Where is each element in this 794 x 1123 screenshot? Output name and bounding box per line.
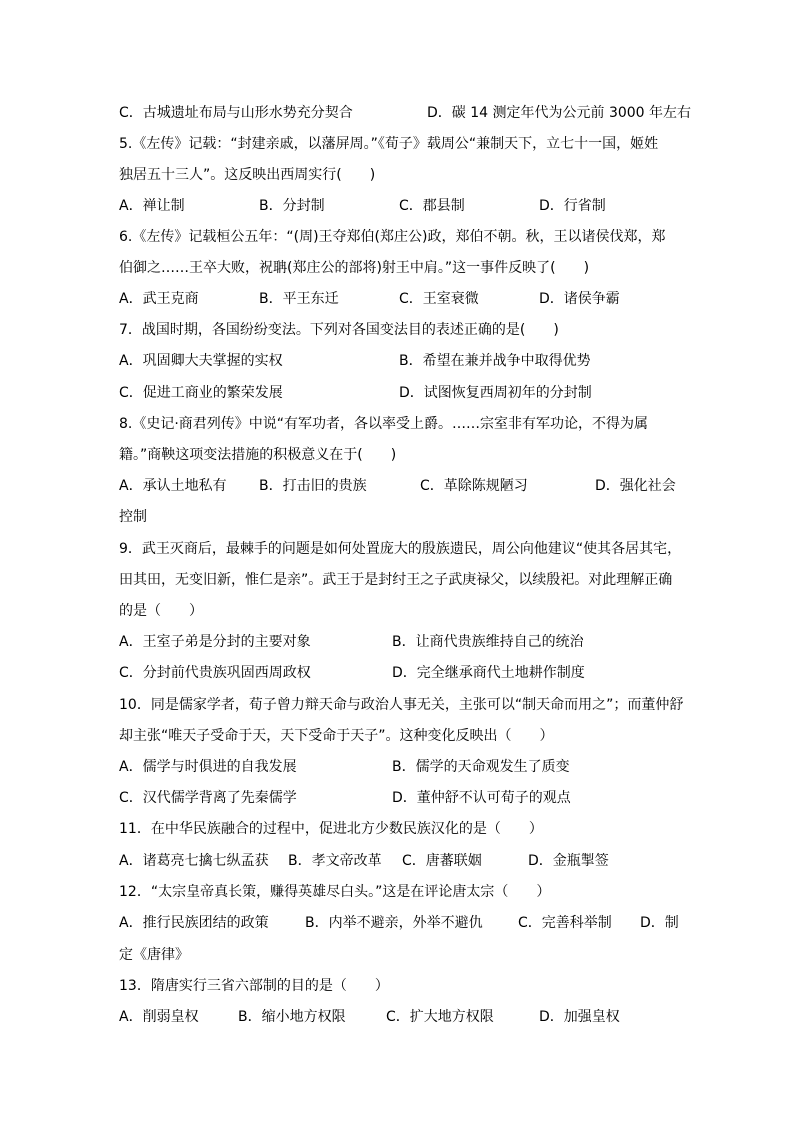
q13-stem-line-1: 13．隋唐实行三省六部制的目的是（ ） (119, 978, 389, 994)
q6-stem-line-1: 6.《左传》记载桓公五年：“(周)王夺郑伯(郑庄公)政，郑伯不朝。秋，王以诸侯伐郑，郑 (119, 229, 666, 245)
q12-option-d: D．制 (640, 915, 679, 931)
q7-option-b: B．希望在兼并战争中取得优势 (399, 353, 591, 369)
q11-stem-line-1: 11．在中华民族融合的过程中，促进北方少数民族汉化的是（ ） (119, 821, 543, 837)
q5-stem-line-1: 5.《左传》记载：“封建亲戚，以藩屏周。”《荀子》载周公“兼制天下，立七十一国，姬姓 (119, 136, 659, 152)
q8-option-a: A．承认土地私有 (119, 478, 227, 494)
q13-option-c: C．扩大地方权限 (386, 1009, 494, 1025)
q6-stem-line-2: 伯御之……王卒大败，祝聃(郑庄公的部将)射王中肩。”这一事件反映了( ) (119, 260, 590, 276)
q9-stem-line-1: 9．武王灭商后，最棘手的问题是如何处置庞大的殷族遗民，周公向他建议“使其各居其宅， (119, 541, 682, 557)
q10-stem-line-1: 10．同是儒家学者，荀子曾力辩天命与政治人事无关，主张可以“制天命而用之”；而董仲舒 (119, 697, 684, 713)
q13-option-a: A．削弱皇权 (119, 1009, 199, 1025)
q5-option-a: A．禅让制 (119, 198, 185, 214)
q12-option-a: A．推行民族团结的政策 (119, 915, 269, 931)
q4-option-c: C．古城遗址布局与山形水势充分契合 (119, 105, 353, 121)
q6-option-d: D．诸侯争霸 (539, 291, 620, 307)
q9-option-b: B．让商代贵族维持自己的统治 (392, 634, 584, 650)
q11-option-c: C．唐蕃联姻 (402, 853, 482, 869)
q10-option-b: B．儒学的天命观发生了质变 (392, 759, 570, 775)
q7-option-c: C．促进工商业的繁荣发展 (119, 385, 283, 401)
q11-option-d: D．金瓶掣签 (528, 853, 609, 869)
q7-option-a: A．巩固卿大夫掌握的实权 (119, 353, 283, 369)
q9-option-a: A．王室子弟是分封的主要对象 (119, 634, 311, 650)
q4-option-d: D．碳 14 测定年代为公元前 3000 年左右 (427, 105, 692, 121)
q12-stem-line-1: 12．“太宗皇帝真长策，赚得英雄尽白头。”这是在评论唐太宗（ ） (119, 884, 551, 900)
q10-stem-line-2: 却主张“唯天子受命于天，天下受命于天子”。这种变化反映出（ ） (119, 728, 554, 744)
q11-option-a: A．诸葛亮七擒七纵孟获 (119, 853, 269, 869)
q12-option-c: C．完善科举制 (518, 915, 612, 931)
q8-stem-line-2: 籍。”商鞅这项变法措施的积极意义在于( ) (119, 447, 397, 463)
q8-option-b: B．打击旧的贵族 (259, 478, 367, 494)
q9-stem-line-2: 田其田，无变旧新，惟仁是亲”。武王于是封纣王之子武庚禄父，以续殷祀。对此理解正确 (119, 572, 673, 588)
q10-option-a: A．儒学与时俱进的自我发展 (119, 759, 297, 775)
q10-option-d: D．董仲舒不认可荀子的观点 (392, 790, 571, 806)
q6-option-b: B．平王东迁 (259, 291, 339, 307)
q8-stem-line-1: 8.《史记·商君列传》中说“有军功者，各以率受上爵。……宗室非有军功论，不得为属 (119, 416, 649, 432)
q7-stem-line-1: 7．战国时期，各国纷纷变法。下列对各国变法目的表述正确的是( ) (119, 322, 559, 338)
q8-option-d: D．强化社会 (595, 478, 676, 494)
q9-option-c: C．分封前代贵族巩固西周政权 (119, 665, 311, 681)
q12-option-d-continued: 定《唐律》 (119, 947, 189, 963)
q9-option-d: D．完全继承商代土地耕作制度 (392, 665, 585, 681)
q6-option-a: A．武王克商 (119, 291, 199, 307)
q12-option-b: B．内举不避亲，外举不避仇 (305, 915, 483, 931)
q10-option-c: C．汉代儒学背离了先秦儒学 (119, 790, 297, 806)
q7-option-d: D．试图恢复西周初年的分封制 (399, 385, 592, 401)
q6-option-c: C．王室衰微 (399, 291, 479, 307)
q8-option-d-continued: 控制 (119, 509, 147, 525)
q13-option-b: B．缩小地方权限 (238, 1009, 346, 1025)
q5-option-c: C．郡县制 (399, 198, 465, 214)
q5-option-d: D．行省制 (539, 198, 606, 214)
q5-stem-line-2: 独居五十三人”。这反映出西周实行( ) (119, 167, 376, 183)
q8-option-c: C．革除陈规陋习 (420, 478, 528, 494)
q13-option-d: D．加强皇权 (539, 1009, 620, 1025)
q5-option-b: B．分封制 (259, 198, 325, 214)
q11-option-b: B．孝文帝改革 (288, 853, 382, 869)
q9-stem-line-3: 的是（ ） (119, 603, 203, 619)
